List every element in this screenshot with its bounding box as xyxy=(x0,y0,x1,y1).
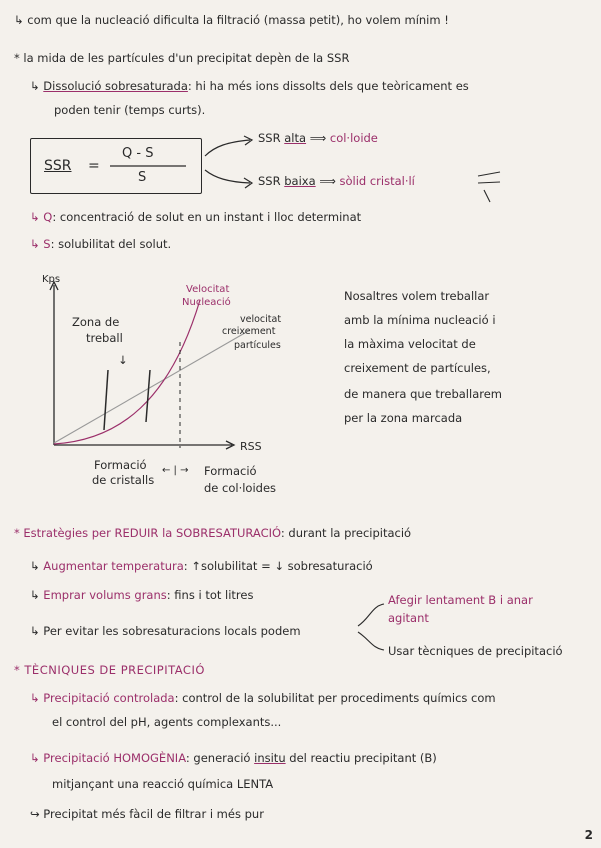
boundary-arrows: ← | → xyxy=(162,465,189,476)
ssr-low-line: SSR baixa ⟹ sòlid cristal·lí xyxy=(258,174,415,188)
technique-controlled: ↳ Precipitació controlada: control de la solubilitat per procediments químics com xyxy=(30,691,496,705)
line-particle-size: * la mida de les partícules d'un precipitat depèn de la SSR xyxy=(14,51,350,65)
line-nucleation-note: ↳ com que la nucleació dificulta la filtració (massa petit), ho volem mínim ! xyxy=(14,13,449,27)
ssr-high-line: SSR alta ⟹ col·loide xyxy=(258,131,378,145)
formula-denominator: S xyxy=(138,170,147,185)
strategy-local: ↳ Per evitar les sobresaturacions locals podem xyxy=(30,624,301,638)
side-note-line: Nosaltres volem treballar xyxy=(344,289,490,303)
x-axis-label: RSS xyxy=(240,440,262,453)
technique-homogeneous: ↳ Precipitació HOMOGÈNIA: generació insitu del reactiu precipitant (B) xyxy=(30,751,437,765)
technique-controlled-detail: el control del pH, agents complexants... xyxy=(52,715,282,729)
line-short-times: poden tenir (temps curts). xyxy=(54,103,206,117)
s-definition: ↳ S: solubilitat del solut. xyxy=(30,237,172,251)
zone-label-1: Zona de xyxy=(72,315,120,329)
growth-label-3: partícules xyxy=(234,340,281,351)
term-supersaturated: Dissolució sobresaturada xyxy=(43,79,188,93)
y-axis-label: Kps xyxy=(42,274,61,285)
technique-result: ↪ Precipitat més fàcil de filtrar i més pur xyxy=(30,807,264,821)
equals-sign: = xyxy=(88,158,100,174)
q-definition: ↳ Q: concentració de solut en un instant i lloc determinat xyxy=(30,210,362,224)
side-note-line: la màxima velocitat de xyxy=(344,337,476,351)
nucleation-label-1: Velocitat xyxy=(186,284,230,295)
option-add-slowly-1: Afegir lentament B i anar xyxy=(388,593,533,607)
strategies-title: * Estratègies per REDUIR la SOBRESATURACIÓ: durant la precipitació xyxy=(14,526,412,540)
growth-label-2: creixement xyxy=(222,326,276,337)
colloid-label-2: de col·loides xyxy=(204,481,277,495)
crystal-label-1: Formació xyxy=(94,458,147,472)
colloid-label-1: Formació xyxy=(204,464,257,478)
zone-label-2: treball xyxy=(86,331,123,345)
line-supersaturated: ↳ Dissolució sobresaturada: hi ha més ions dissolts dels que teòricament es xyxy=(30,79,469,93)
option-techniques: Usar tècniques de precipitació xyxy=(388,644,563,658)
nucleation-label-2: Nucleació xyxy=(182,297,231,308)
side-note-line: creixement de partícules, xyxy=(344,361,491,375)
page-number: 2 xyxy=(584,828,593,842)
side-note-line: amb la mínima nucleació i xyxy=(344,313,496,327)
techniques-title: * TÈCNIQUES DE PRECIPITACIÓ xyxy=(14,663,205,677)
ssr-label: SSR xyxy=(44,158,72,174)
side-note-line: de manera que treballarem xyxy=(344,387,502,401)
strategy-volume: ↳ Emprar volums grans: fins i tot litres xyxy=(30,588,254,602)
growth-label-1: velocitat xyxy=(240,314,282,325)
strategy-temperature: ↳ Augmentar temperatura: ↑solubilitat = ↓ sobresaturació xyxy=(30,559,373,573)
option-add-slowly-2: agitant xyxy=(388,611,429,625)
technique-homogeneous-detail: mitjançant una reacció química LENTA xyxy=(52,777,274,791)
zone-arrow: ↓ xyxy=(118,353,128,367)
crystal-label-2: de cristalls xyxy=(92,473,155,487)
formula-numerator: Q - S xyxy=(122,146,154,161)
side-note-line: per la zona marcada xyxy=(344,411,463,425)
